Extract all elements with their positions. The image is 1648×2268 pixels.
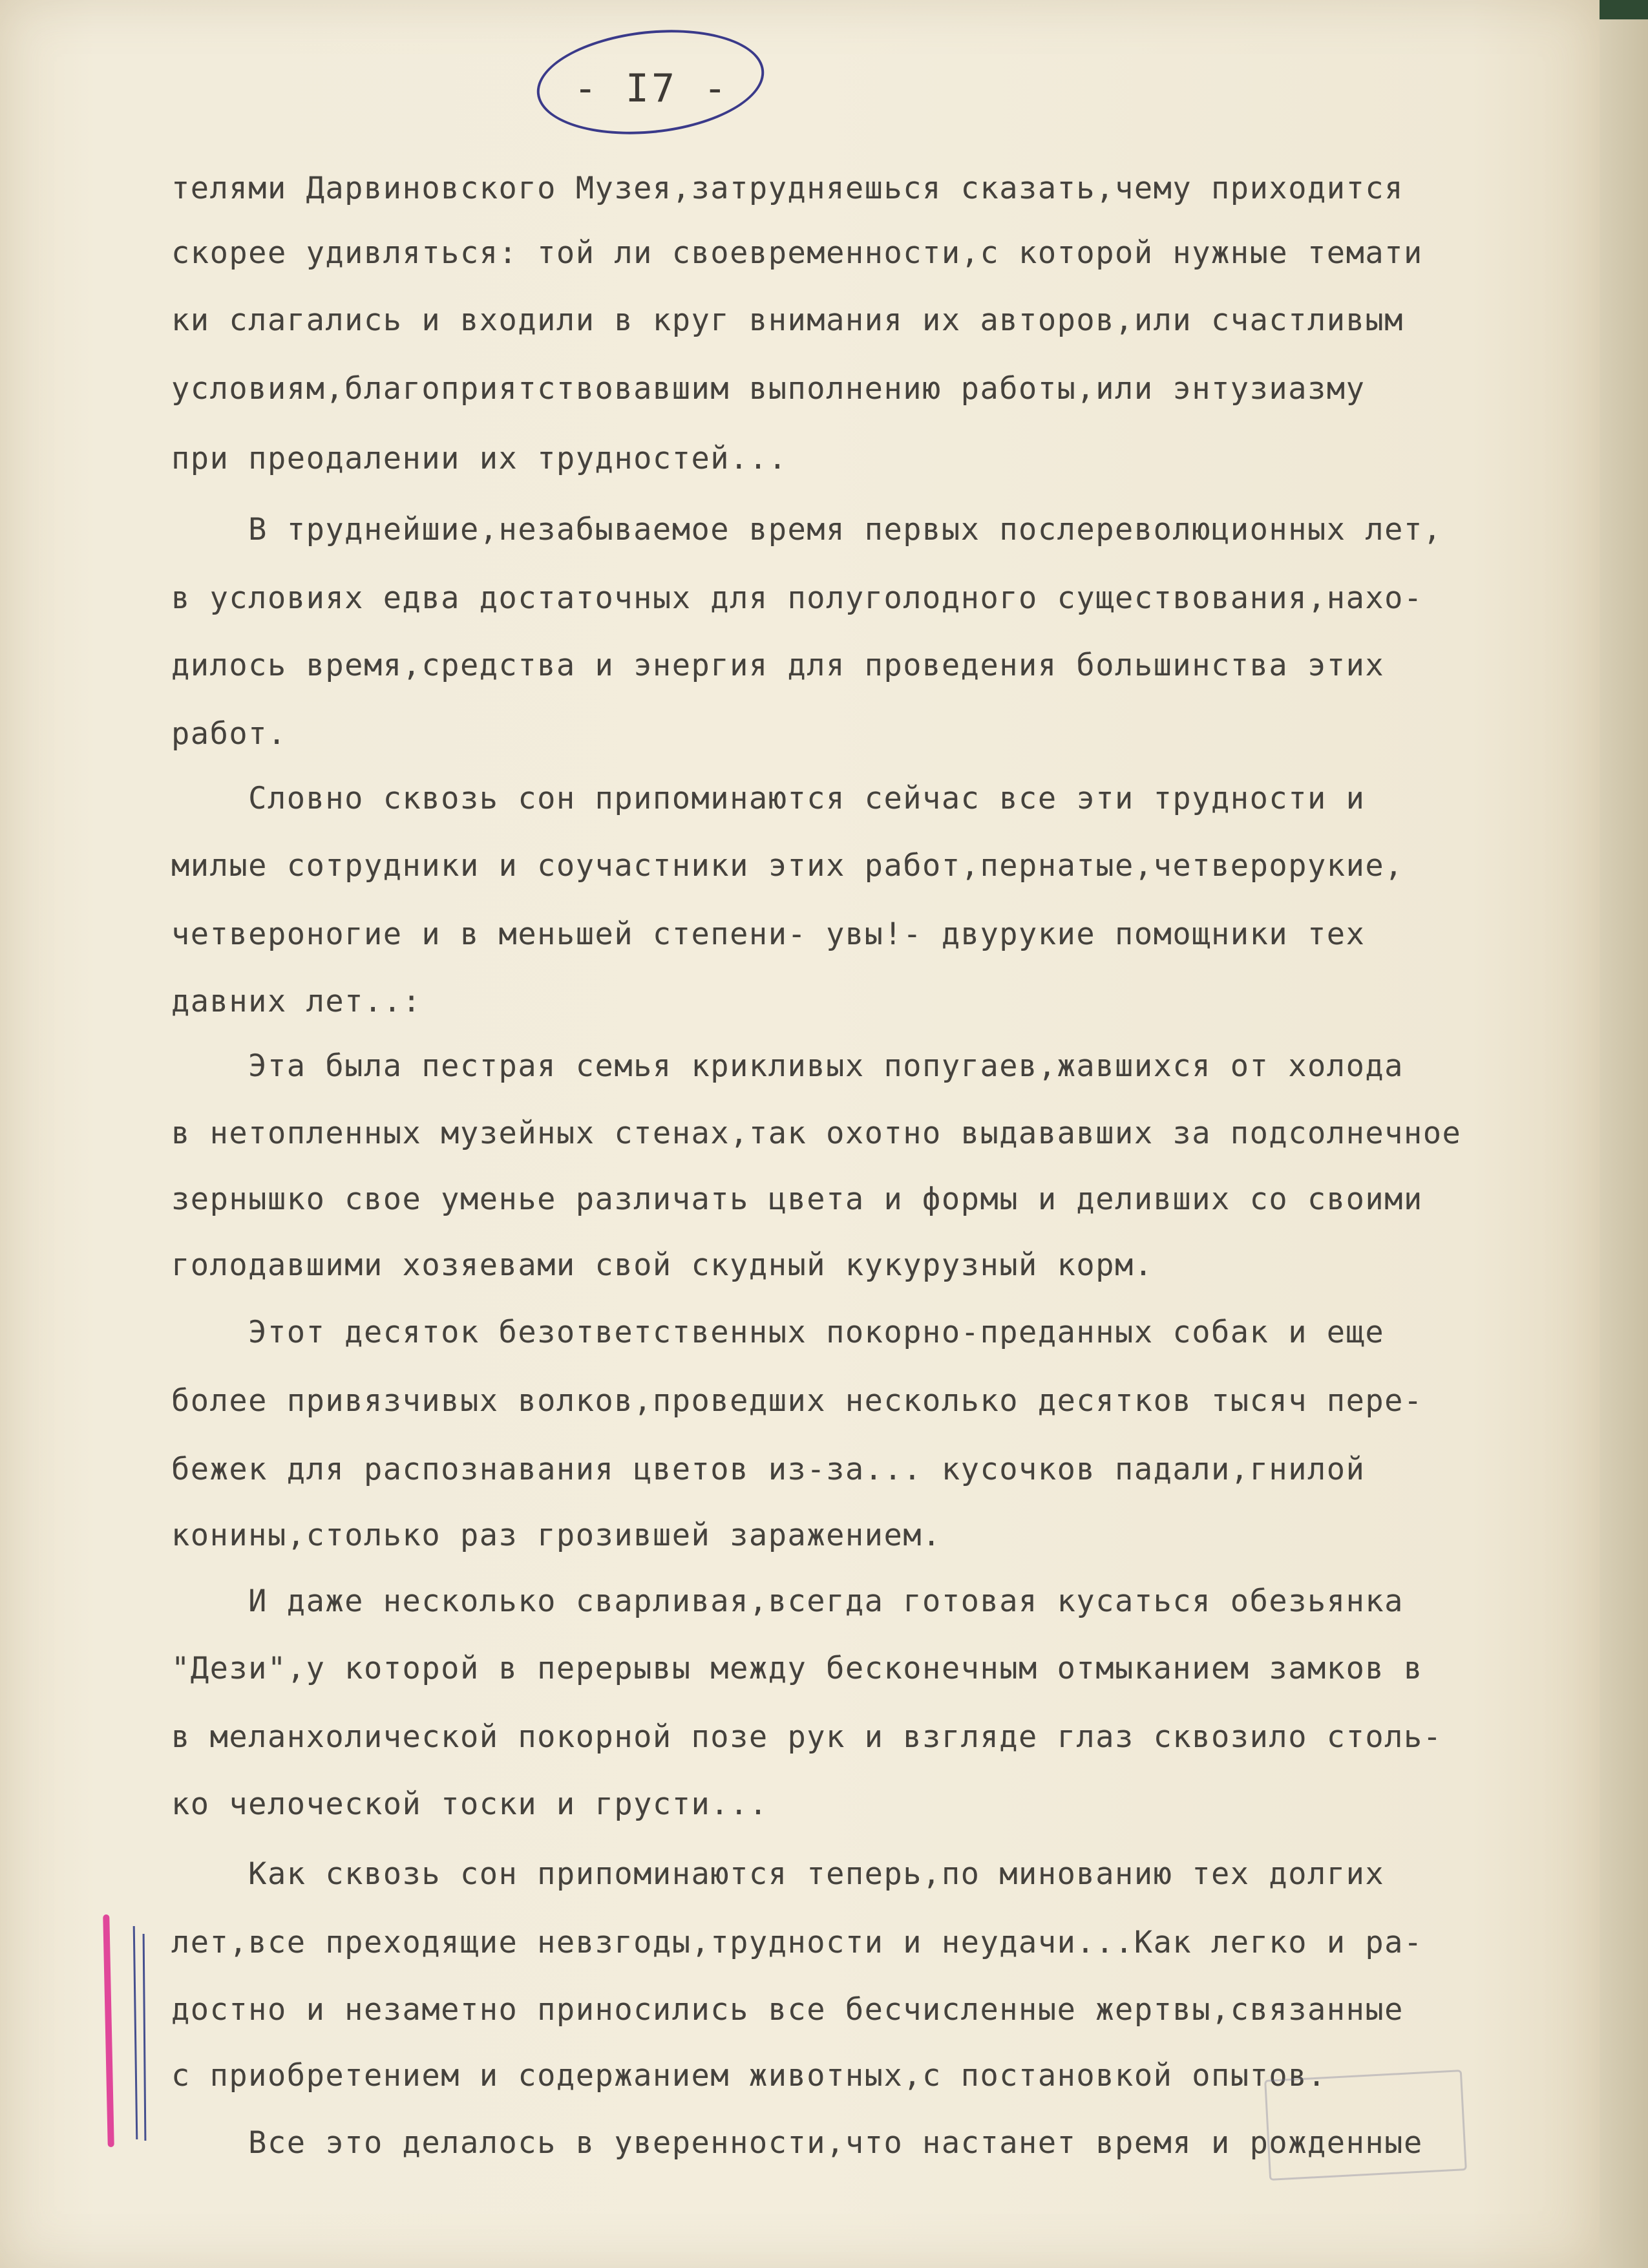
text-line: Словно сквозь сон припоминаются сейчас все эти трудности и: [171, 781, 1366, 816]
text-line: Этот десяток безответственных покорно-преданных собак и еще: [171, 1315, 1385, 1350]
text-line: четвероногие и в меньшей степени- увы!- двурукие помощники тех: [171, 917, 1366, 952]
text-line: работ.: [171, 716, 287, 752]
text-line: телями Дарвиновского Музея,затрудняешься сказать,чему приходится: [171, 171, 1404, 206]
text-line: условиям,благоприятствовавшим выполнению работы,или энтузиазму: [171, 371, 1366, 407]
text-line: Как сквозь сон припоминаются теперь,по минованию тех долгих: [171, 1856, 1385, 1892]
text-line: с приобретением и содержанием животных,с постановкой опытов.: [171, 2058, 1327, 2093]
text-line: ки слагались и входили в круг внимания их авторов,или счастливым: [171, 302, 1404, 338]
text-line: конины,столько раз грозившей заражением.: [171, 1518, 942, 1553]
text-line: достно и незаметно приносились все бесчисленные жертвы,связанные: [171, 1992, 1404, 2028]
text-line: И даже несколько сварливая,всегда готовая кусаться обезьянка: [171, 1584, 1404, 1619]
text-line: голодавшими хозяевами свой скудный кукурузный корм.: [171, 1247, 1154, 1283]
page-edge-shadow: [1600, 0, 1648, 2268]
text-line: скорее удивляться: той ли своевременности,с которой нужные темати: [171, 235, 1423, 271]
binder-strip: [1600, 0, 1648, 19]
text-line: милые сотрудники и соучастники этих работ,пернатые,четверорукие,: [171, 848, 1404, 884]
page-number: - I7 -: [573, 66, 730, 111]
text-line: при преодалении их трудностей...: [171, 441, 788, 476]
text-line: В труднейшие,незабываемое время первых послереволюционных лет,: [171, 512, 1442, 547]
text-line: Все это делалось в уверенности,что настанет время и рожденные: [171, 2125, 1423, 2161]
text-line: давних лет..:: [171, 984, 422, 1019]
text-line: в нетопленных музейных стенах,так охотно выдававших за подсолнечное: [171, 1116, 1462, 1151]
text-line: в условиях едва достаточных для полуголодного существования,нахо-: [171, 580, 1423, 616]
text-line: Эта была пестрая семья крикливых попугаев,жавшихся от холода: [171, 1048, 1404, 1084]
text-line: дилось время,средства и энергия для проведения большинства этих: [171, 648, 1385, 683]
text-line: более привязчивых волков,проведших несколько десятков тысяч пере-: [171, 1383, 1423, 1419]
text-line: лет,все преходящие невзгоды,трудности и неудачи...Как легко и ра-: [171, 1925, 1423, 1960]
text-line: зернышко свое уменье различать цвета и формы и деливших со своими: [171, 1182, 1423, 1217]
faded-archive-stamp: [1264, 2070, 1467, 2181]
text-line: ко челоческой тоски и грусти...: [171, 1786, 768, 1822]
text-line: в меланхолической покорной позе рук и взгляде глаз сквозило столь-: [171, 1719, 1442, 1755]
text-line: "Дези",у которой в перерывы между бесконечным отмыканием замков в: [171, 1651, 1423, 1686]
text-line: бежек для распознавания цветов из-за... кусочков падали,гнилой: [171, 1452, 1366, 1487]
